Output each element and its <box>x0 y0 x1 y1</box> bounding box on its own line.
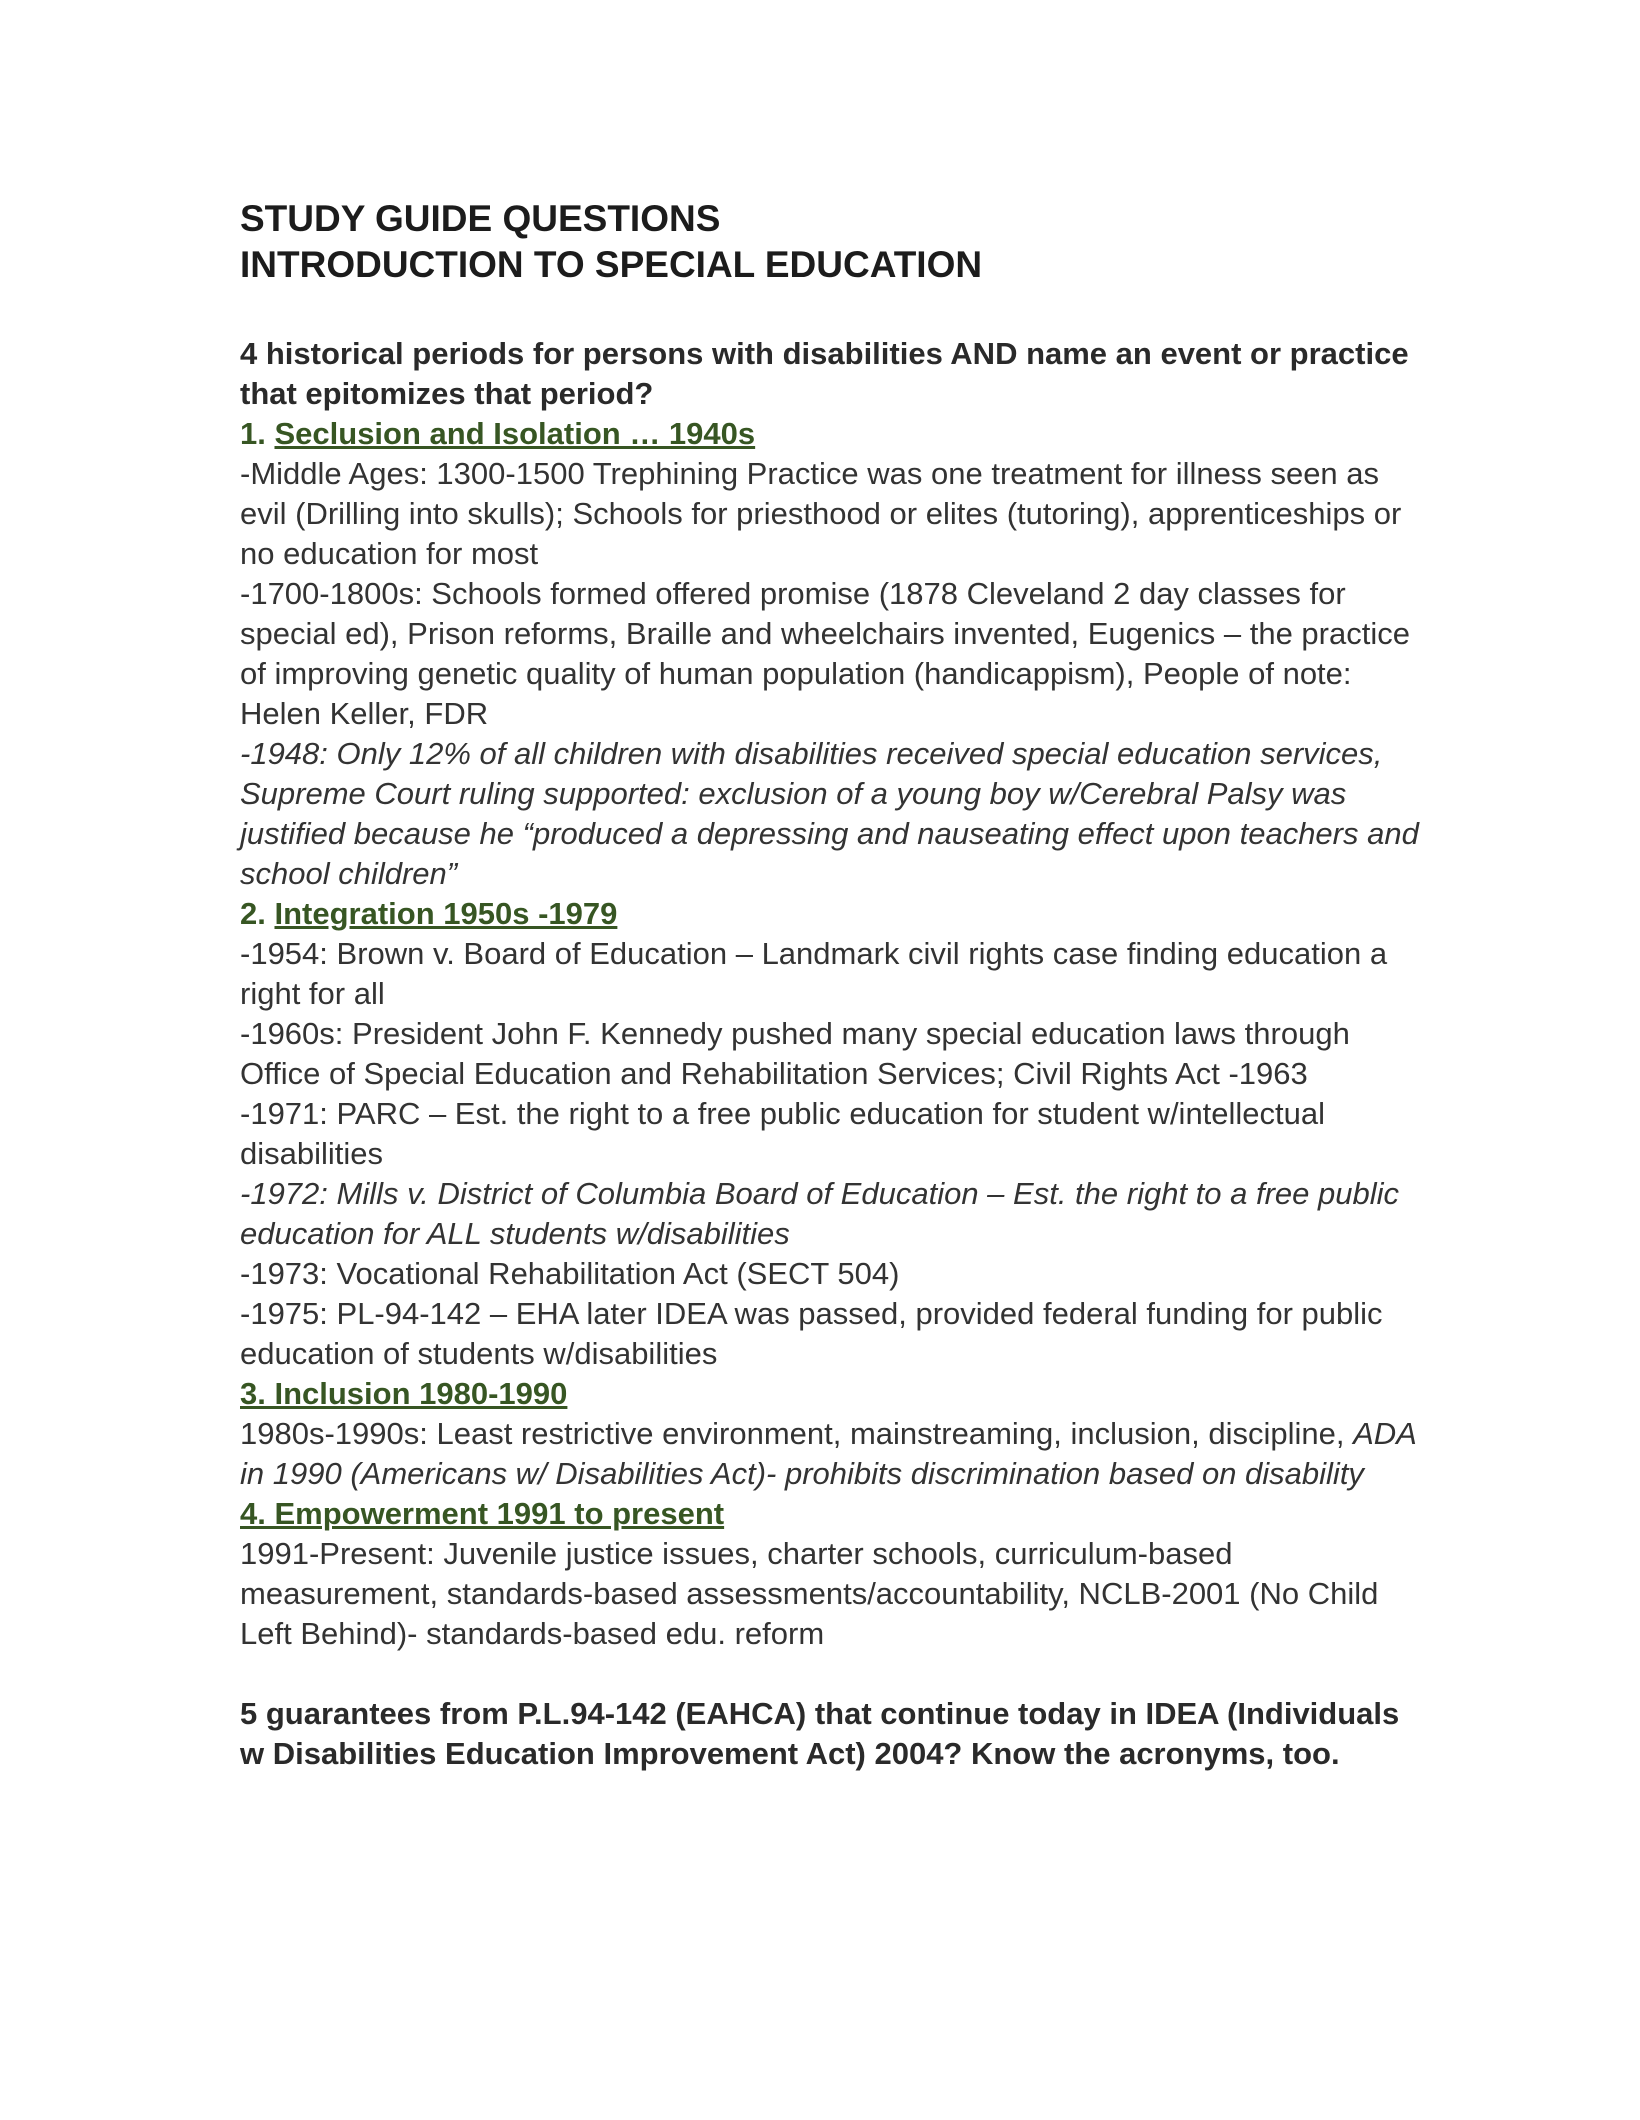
period-section-1 <box>240 414 1420 894</box>
period-2-1972: -1972: Mills v. District of Columbia Board of Education – Est. the right to a free public education for ALL students w/disabilities <box>240 1176 1400 1251</box>
period-heading-2 <box>240 894 1420 934</box>
question-historical-periods: 4 historical periods for persons with disabilities AND name an event or practice that epitomizes that period? <box>240 336 1409 411</box>
period-number-2: 2. <box>240 896 266 931</box>
period-3-italic-text: ADA in 1990 (Americans w/ Disabilities Act)- prohibits discrimination based on disability <box>240 1416 1416 1491</box>
period-section-4 <box>240 1494 1420 1654</box>
title-line-2: INTRODUCTION TO SPECIAL EDUCATION <box>240 244 983 285</box>
period-section-2 <box>240 894 1420 1374</box>
period-heading-4: 4. Empowerment 1991 to present <box>240 1496 725 1531</box>
period-3-plain-text: 1980s-1990s: Least restrictive environment, mainstreaming, inclusion, discipline, <box>240 1416 1354 1451</box>
period-1-1948: -1948: Only 12% of all children with disabilities received special education services, Supreme Court ruling supported: exclusion of a young boy w/Cerebral Palsy was justified because he “produced a depressing and nauseating effect upon teachers and school children” <box>240 736 1419 891</box>
period-2-1960s: -1960s: President John F. Kennedy pushed many special education laws through Office of Special Education and Rehabilitation Services; Civil Rights Act -1963 <box>240 1016 1350 1091</box>
period-title-1: Seclusion and Isolation … 1940s <box>274 416 756 451</box>
title-line-1: STUDY GUIDE QUESTIONS <box>240 198 721 239</box>
period-2-1954: -1954: Brown v. Board of Education – Landmark civil rights case finding education a right for all <box>240 936 1388 1011</box>
document-page <box>240 196 1420 1774</box>
period-heading-3: 3. Inclusion 1980-1990 <box>240 1376 568 1411</box>
question-guarantees: 5 guarantees from P.L.94-142 (EAHCA) that continue today in IDEA (Individuals w Disabilities Education Improvement Act) 2004? Know the acronyms, too. <box>240 1696 1400 1771</box>
period-2-1971: -1971: PARC – Est. the right to a free public education for student w/intellectual disabilities <box>240 1096 1326 1171</box>
period-number-1: 1. <box>240 416 266 451</box>
period-1-middle-ages: -Middle Ages: 1300-1500 Trephining Practice was one treatment for illness seen as evil (Drilling into skulls); Schools for priesthood or elites (tutoring), apprenticeships or no education for most <box>240 456 1402 571</box>
period-4-1991-present: 1991-Present: Juvenile justice issues, charter schools, curriculum-based measurement, standards-based assessments/accountability, NCLB-2001 (No Child Left Behind)- standards-based edu. reform <box>240 1536 1379 1651</box>
period-2-1973: -1973: Vocational Rehabilitation Act (SECT 504) <box>240 1256 900 1291</box>
period-1-1700-1800s: -1700-1800s: Schools formed offered promise (1878 Cleveland 2 day classes for special ed), Prison reforms, Braille and wheelchairs invented, Eugenics – the practice of improving genetic quality of human population (handicappism), People of note: Helen Keller, FDR <box>240 576 1410 731</box>
period-3-1980s-1990s <box>240 1414 1420 1494</box>
period-2-1975: -1975: PL-94-142 – EHA later IDEA was passed, provided federal funding for public education of students w/disabilities <box>240 1296 1383 1371</box>
period-section-3 <box>240 1374 1420 1494</box>
period-title-2: Integration 1950s -1979 <box>274 896 618 931</box>
period-heading-1 <box>240 414 1420 454</box>
document-title <box>240 196 1420 288</box>
